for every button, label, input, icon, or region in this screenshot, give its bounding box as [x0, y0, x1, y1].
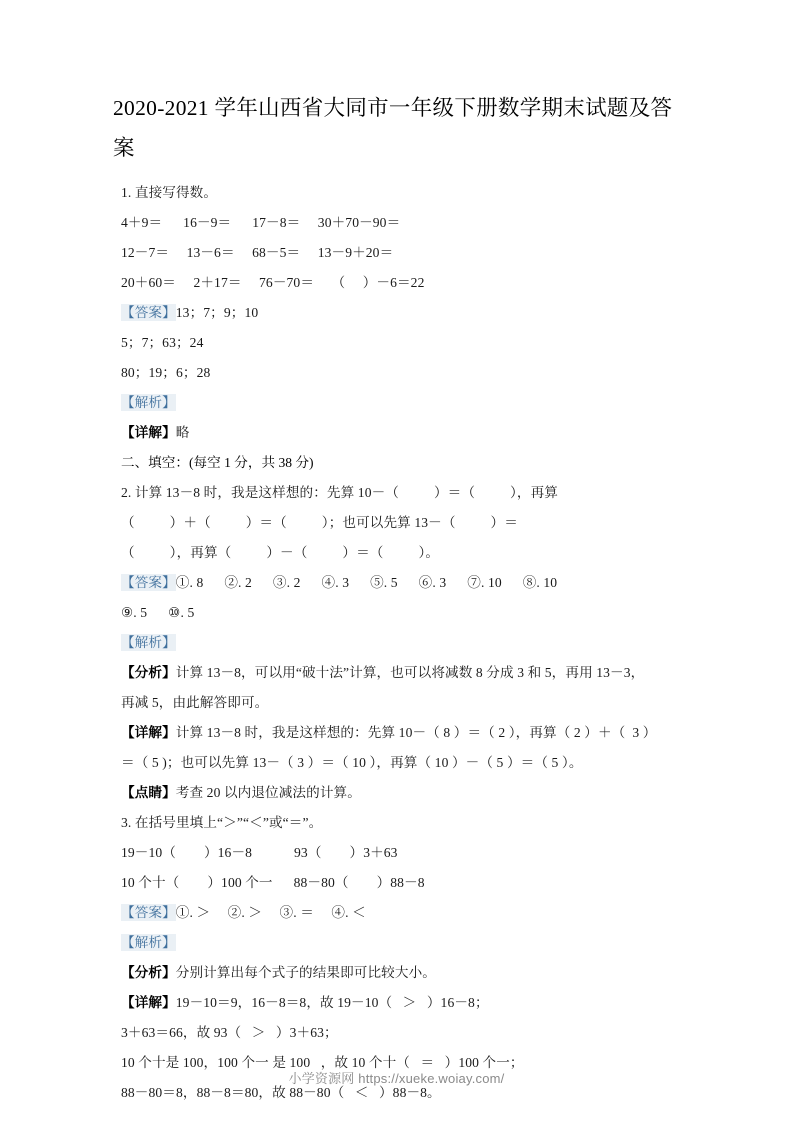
question-2-parse-text-1: 计算 13－8，可以用“破十法”计算，也可以将减数 8 分成 3 和 5，再用 13－3， [175, 665, 645, 680]
question-3-detail-row-1 [113, 988, 685, 1018]
question-1-answer-row-2: 5；7；63；24 [121, 335, 204, 350]
detail-tag: 【详解】 [121, 725, 176, 740]
question-2-detail-text-1: 计算 13－8 时，我是这样想的：先算 10－（ 8 ）＝（ 2 ），再算（ 2 ）＋（ 3 ） [175, 725, 657, 740]
question-1-row-1: 4＋9＝ 16－9＝ 17－8＝ 30＋70－90＝ [121, 215, 401, 230]
footer-watermark: 小学资源网 https://xueke.woiay.com/ [288, 1071, 505, 1086]
detail-tag: 【详解】 [121, 425, 176, 440]
question-3-row-1: 19－10（ ）16－8 93（ ）3＋63 [121, 845, 398, 860]
analysis-tag: 【解析】 [121, 935, 176, 950]
question-3-row-2: 10 个十（ ）100 个一 88－80（ ）88－8 [121, 875, 425, 890]
question-1-row-3: 20＋60＝ 2＋17＝ 76－70＝ （ ）－6＝22 [121, 275, 425, 290]
question-1-answer-row-1 [113, 298, 685, 328]
question-2-stem-line-3: （ ），再算（ ）－（ ）＝（ ）。 [121, 545, 440, 560]
parse-tag: 【分析】 [121, 665, 176, 680]
question-3-detail-row-2: 3＋63＝66，故 93（ ＞ ）3＋63； [121, 1025, 338, 1040]
question-1-detail-row [113, 418, 685, 448]
question-2-answer-row-2: ⑨. 5 ⑩. 5 [121, 605, 195, 620]
question-3-answer-row [113, 898, 685, 928]
question-1-detail-text: 略 [175, 425, 190, 440]
analysis-tag: 【解析】 [121, 635, 176, 650]
question-3-answer-text: ①. ＞ ②. ＞ ③. ＝ ④. ＜ [175, 905, 366, 920]
question-3-detail-row-3: 10 个十是 100，100 个一 是 100 ，故 10 个十（ ＝ ）100 个一； [121, 1055, 524, 1070]
question-2-stem-line-2: （ ）＋（ ）＝（ ）；也可以先算 13－（ ）＝ [121, 515, 518, 530]
answer-tag: 【答案】 [121, 305, 176, 320]
question-2-answer-text-1: ①. 8 ②. 2 ③. 2 ④. 3 ⑤. 5 ⑥. 3 ⑦. 10 ⑧. 10 [175, 575, 558, 590]
question-2-parse-row-2: 再减 5，由此解答即可。 [121, 695, 269, 710]
answer-tag: 【答案】 [121, 905, 176, 920]
question-1-row-2: 12－7＝ 13－6＝ 68－5＝ 13－9＋20＝ [121, 245, 394, 260]
question-1-analysis-row [113, 388, 685, 418]
question-3-parse-row [113, 958, 685, 988]
question-3-stem: 3. 在括号里填上“＞”“＜”或“＝”。 [121, 815, 323, 830]
question-1-stem: 1. 直接写得数。 [121, 185, 218, 200]
question-2-highlight-row [113, 778, 685, 808]
question-2-highlight-text: 考查 20 以内退位减法的计算。 [175, 785, 361, 800]
question-2-stem-line-1: 2. 计算 13－8 时，我是这样想的：先算 10－（ ）＝（ ），再算 [121, 485, 558, 500]
detail-tag: 【详解】 [121, 995, 176, 1010]
question-3-parse-text: 分别计算出每个式子的结果即可比较大小。 [175, 965, 436, 980]
question-2-parse-row-1 [113, 658, 685, 688]
question-3-detail-text-1: 19－10＝9，16－8＝8，故 19－10（ ＞ ）16－8； [175, 995, 489, 1010]
answer-tag: 【答案】 [121, 575, 176, 590]
question-2-answer-row-1 [113, 568, 685, 598]
section-2-heading: 二、填空：(每空 1 分，共 38 分) [121, 455, 314, 470]
question-1-answer-text-1: 13；7；9；10 [175, 305, 259, 320]
parse-tag: 【分析】 [121, 965, 176, 980]
document-content [113, 88, 685, 1108]
question-2-analysis-row [113, 628, 685, 658]
question-1-answer-row-3: 80；19；6；28 [121, 365, 211, 380]
question-2-detail-row-2: ＝（ 5 )；也可以先算 13－（ 3 ）＝（ 10 ），再算（ 10 ）－（ 5 ）＝（ 5 ）。 [121, 755, 583, 770]
highlight-tag: 【点睛】 [121, 785, 176, 800]
question-2-detail-row-1 [113, 718, 685, 748]
question-3-detail-row-4: 88－80＝8，88－8＝80，故 88－80（ ＜ ）88－8。 [121, 1085, 441, 1100]
analysis-tag: 【解析】 [121, 395, 176, 410]
question-3-analysis-row [113, 928, 685, 958]
page-title: 2020-2021 学年山西省大同市一年级下册数学期末试题及答案 [113, 96, 673, 160]
